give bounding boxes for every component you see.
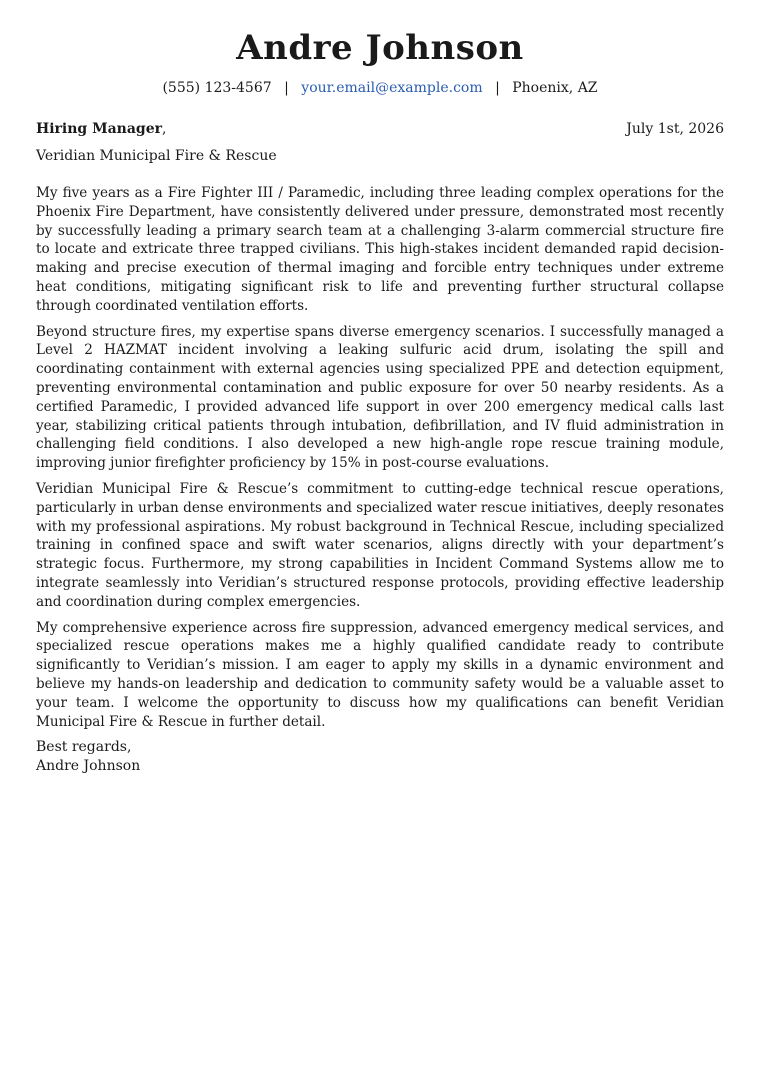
applicant-name: Andre Johnson bbox=[236, 28, 524, 68]
closing-block bbox=[36, 738, 724, 776]
letter-body bbox=[36, 184, 724, 731]
signature-name: Andre Johnson bbox=[36, 758, 141, 775]
phone-number: (555) 123-4567 bbox=[162, 80, 272, 96]
location: Phoenix, AZ bbox=[512, 80, 598, 96]
recipient-organization: Veridian Municipal Fire & Rescue bbox=[36, 148, 277, 164]
contact-line bbox=[36, 79, 724, 97]
closing-salutation: Best regards, bbox=[36, 739, 132, 756]
recipient-title: Hiring Manager bbox=[36, 121, 162, 137]
contact-separator: | bbox=[495, 80, 500, 96]
body-paragraph: Beyond structure fires, my expertise spans diverse emergency scenarios. I successfully managed a Level 2 HAZMAT incident involving a leaking sulfuric acid drum, isolating the spill and coordinating containment with external agencies using specialized PPE and detection equipment, preventing environmental contamination and public exposure for over 50 nearby residents. As a certified Paramedic, I provided advanced life support in over 200 emergency medical calls last year, stabilizing critical patients through intubation, defibrillation, and IV fluid administration in challenging field conditions. I also developed a new high-angle rope rescue training module, improving junior firefighter proficiency by 15% in post-course evaluations. bbox=[36, 323, 724, 472]
email-link[interactable]: your.email@example.com bbox=[301, 80, 483, 96]
letter-date: July 1st, 2026 bbox=[626, 121, 724, 137]
recipient-line bbox=[36, 120, 166, 138]
body-paragraph: Veridian Municipal Fire & Rescue’s commitment to cutting-edge technical rescue operations, particularly in urban dense environments and specialized water rescue initiatives, deeply resonates with my professional aspirations. My robust background in Technical Rescue, including specialized training in confined space and swift water scenarios, aligns directly with your department’s strategic focus. Furthermore, my strong capabilities in Incident Command Systems allow me to integrate seamlessly into Veridian’s structured response protocols, providing effective leadership and coordination during complex emergencies. bbox=[36, 480, 724, 610]
recipient-comma: , bbox=[161, 121, 167, 137]
body-paragraph: My comprehensive experience across fire suppression, advanced emergency medical services, and specialized rescue operations makes me a highly qualified candidate ready to contribute significantly to Veridian’s mission. I am eager to apply my skills in a dynamic environment and believe my hands-on leadership and dedication to community safety would be a valuable asset to your team. I welcome the opportunity to discuss how my qualifications can benefit Veridian Municipal Fire & Rescue in further detail. bbox=[36, 619, 724, 730]
body-paragraph: My five years as a Fire Fighter III / Paramedic, including three leading complex operations for the Phoenix Fire Department, have consistently delivered under pressure, demonstrated most recently by successfully leading a primary search team at a challenging 3-alarm commercial structure fire to locate and extricate three trapped civilians. This high-stakes incident demanded rapid decision-making and precise execution of thermal imaging and forcible entry techniques under extreme heat conditions, mitigating significant risk to life and preventing further structural collapse through coordinated ventilation efforts. bbox=[36, 185, 724, 314]
contact-separator: | bbox=[284, 80, 289, 96]
recipient-date-row bbox=[36, 120, 724, 138]
